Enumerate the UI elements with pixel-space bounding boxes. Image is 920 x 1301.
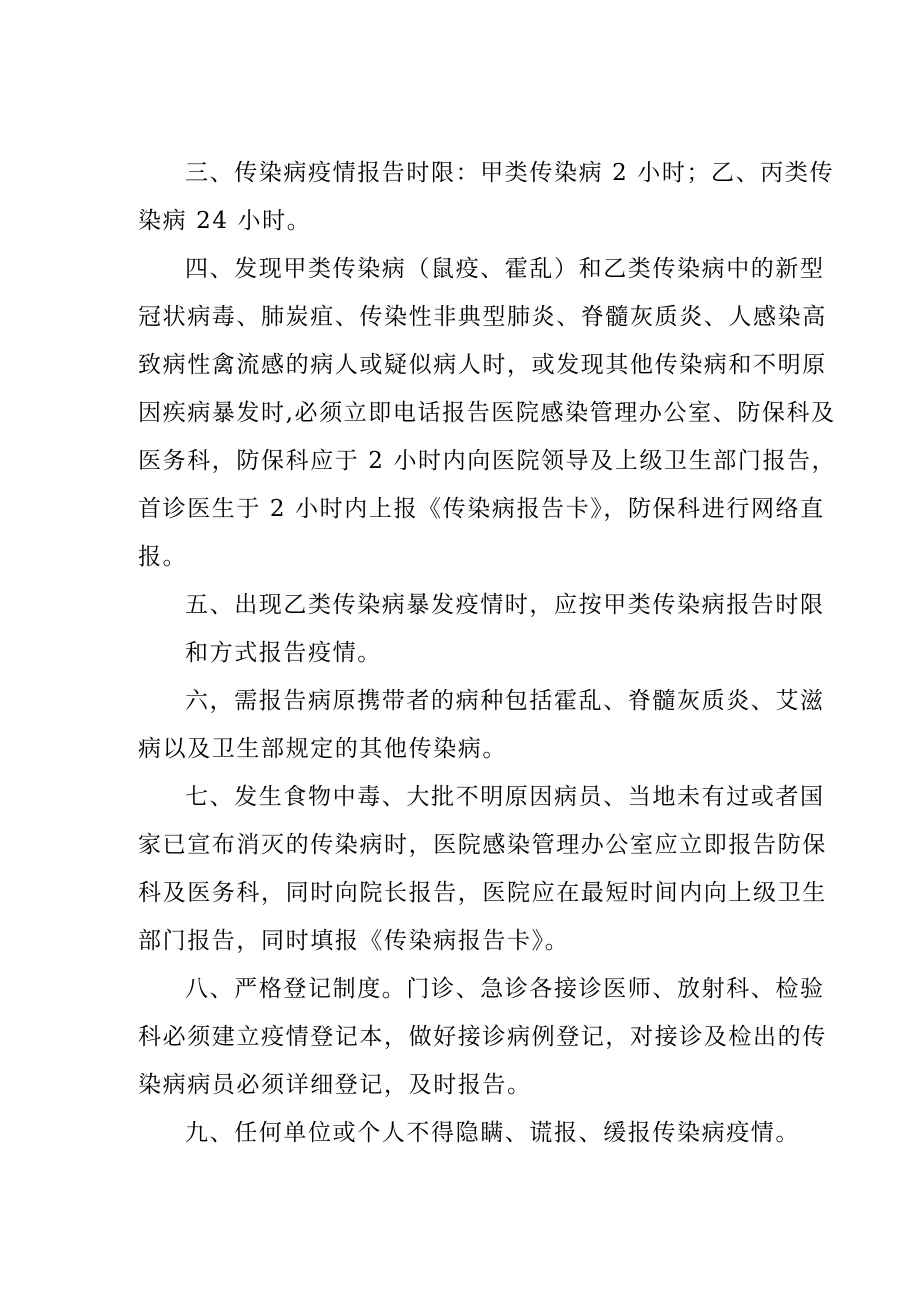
paragraph-item-4-line-6 <box>0 491 920 527</box>
text-line: 染病病员必须详细登记，及时报告。 <box>138 1072 532 1098</box>
text-line: 首诊医生于 2 小时内上报《传染病报告卡》，防保科进行网络直 <box>138 496 825 522</box>
text-line: 医务科，防保科应于 2 小时内向医院领导及上级卫生部门报告， <box>138 448 837 474</box>
paragraph-item-8-line-1 <box>0 971 920 1007</box>
paragraph-item-8-line-3 <box>0 1067 920 1103</box>
paragraph-item-3-line-2 <box>0 203 920 239</box>
text-line: 因疾病暴发时,必须立即电话报告医院感染管理办公室、防保科及 <box>138 400 836 426</box>
paragraph-item-5-line-2 <box>0 635 920 671</box>
text-line: 四、发现甲类传染病（鼠疫、霍乱）和乙类传染病中的新型 <box>185 256 825 282</box>
text-line: 七、发生食物中毒、大批不明原因病员、当地未有过或者国 <box>185 784 825 810</box>
paragraph-item-5-line-1 <box>0 587 920 623</box>
text-line: 冠状病毒、肺炭疽、传染性非典型肺炎、脊髓灰质炎、人感染高 <box>138 304 827 330</box>
text-line: 染病 24 小时。 <box>138 208 312 234</box>
text-line: 五、出现乙类传染病暴发疫情时，应按甲类传染病报告时限 <box>185 592 825 618</box>
text-line: 八、严格登记制度。门诊、急诊各接诊医师、放射科、检验 <box>185 976 825 1002</box>
paragraph-item-4-line-2 <box>0 299 920 335</box>
text-line: 科及医务科，同时向院长报告，医院应在最短时间内向上级卫生 <box>138 880 827 906</box>
text-line: 九、任何单位或个人不得隐瞒、谎报、缓报传染病疫情。 <box>185 1120 800 1146</box>
paragraph-item-6-line-1 <box>0 683 920 719</box>
text-line: 科必须建立疫情登记本，做好接诊病例登记，对接诊及检出的传 <box>138 1024 827 1050</box>
text-line: 部门报告，同时填报《传染病报告卡》。 <box>138 928 570 954</box>
text-line: 致病性禽流感的病人或疑似病人时，或发现其他传染病和不明原 <box>138 352 827 378</box>
paragraph-item-6-line-2 <box>0 731 920 767</box>
text-line: 和方式报告疫情。 <box>185 640 382 666</box>
text-line: 报。 <box>138 544 188 570</box>
paragraph-item-7-line-4 <box>0 923 920 959</box>
text-line: 三、传染病疫情报告时限：甲类传染病 2 小时；乙、丙类传 <box>185 160 835 186</box>
paragraph-item-7-line-3 <box>0 875 920 911</box>
text-line: 病以及卫生部规定的其他传染病。 <box>138 736 507 762</box>
text-line: 六，需报告病原携带者的病种包括霍乱、脊髓灰质炎、艾滋 <box>185 688 825 714</box>
paragraph-item-4-line-3 <box>0 347 920 383</box>
paragraph-item-8-line-2 <box>0 1019 920 1055</box>
paragraph-item-3-line-1 <box>0 155 920 191</box>
paragraph-item-4-line-1 <box>0 251 920 287</box>
paragraph-item-4-line-5 <box>0 443 920 479</box>
paragraph-item-7-line-1 <box>0 779 920 815</box>
paragraph-item-7-line-2 <box>0 827 920 863</box>
paragraph-item-4-line-4 <box>0 395 920 431</box>
paragraph-item-4-line-7 <box>0 539 920 575</box>
text-line: 家已宣布消灭的传染病时，医院感染管理办公室应立即报告防保 <box>138 832 827 858</box>
paragraph-item-9-line-1 <box>0 1115 920 1151</box>
